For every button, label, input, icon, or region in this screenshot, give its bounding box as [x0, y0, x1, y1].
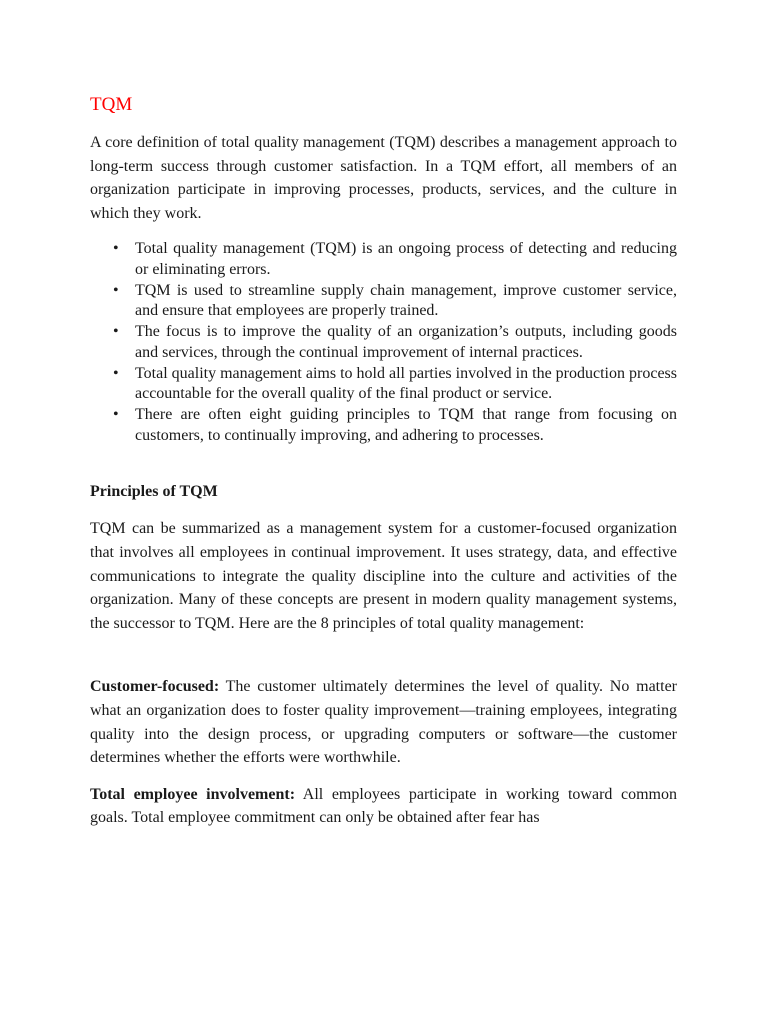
principle-paragraph: [90, 675, 677, 769]
bullet-icon: •: [113, 281, 119, 299]
principle-term: Total employee involvement:: [90, 785, 296, 803]
principles-intro-paragraph: TQM can be summarized as a management system for a customer-focused organization that involves all employees in continual improvement. It uses strategy, data, and effective communications to integrate the quality discipline into the culture and activities of the organization. Many of these concepts are present in modern quality management systems, the successor to TQM. Here are the 8 principles of total quality management:: [90, 520, 677, 632]
list-item: [113, 364, 677, 405]
bullet-icon: •: [113, 323, 119, 341]
list-item: [113, 405, 677, 446]
principle-text: All employees participate in working toward common goals. Total employee commitment can only be obtained after fear has: [90, 785, 677, 827]
list-item-text: TQM is used to streamline supply chain management, improve customer service, and ensure that employees are properly trained.: [135, 281, 677, 320]
list-item-text: Total quality management aims to hold all parties involved in the production process accountable for the overall quality of the final product or service.: [135, 364, 677, 403]
section-heading: Principles of TQM: [90, 483, 218, 501]
bullet-icon: •: [113, 240, 119, 258]
principle-text: The customer ultimately determines the level of quality. No matter what an organization does to foster quality improvement—training employees, integrating quality into the design process, or upgrading computers or software—the customer determines whether the efforts were worthwhile.: [90, 678, 677, 767]
list-item-text: Total quality management (TQM) is an ongoing process of detecting and reducing or eliminating errors.: [135, 240, 677, 279]
document-content: [90, 92, 677, 843]
list-item: [113, 322, 677, 363]
list-item-text: The focus is to improve the quality of an organization’s outputs, including goods and services, through the continual improvement of internal practices.: [135, 323, 677, 361]
document-title: TQM: [90, 94, 133, 115]
principle-term: Customer-focused:: [90, 678, 220, 696]
list-item: [113, 239, 677, 280]
principle-paragraph: [90, 783, 677, 830]
key-points-list: [90, 239, 677, 446]
list-item: [113, 281, 677, 322]
bullet-icon: •: [113, 364, 119, 382]
bullet-icon: •: [113, 406, 119, 423]
list-item-text: There are often eight guiding principles to TQM that range from focusing on customers, to continually improving, and adhering to processes.: [135, 406, 677, 444]
intro-paragraph: A core definition of total quality management (TQM) describes a management approach to long-term success through customer satisfaction. In a TQM effort, all members of an organization participate in improving processes, products, services, and the culture in which they work.: [90, 134, 677, 222]
